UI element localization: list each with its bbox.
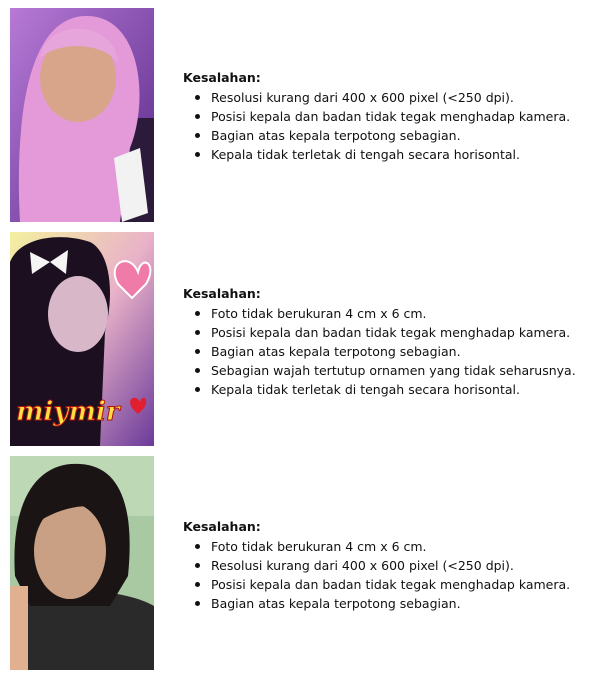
photo-2-image [10, 232, 154, 446]
list-item: Resolusi kurang dari 400 x 600 pixel (<250 dpi). [211, 88, 570, 107]
photo-3-image [10, 456, 154, 670]
list-item: Bagian atas kepala terpotong sebagian. [211, 126, 570, 145]
list-item: Bagian atas kepala terpotong sebagian. [211, 594, 570, 613]
list-item: Sebagian wajah tertutup ornamen yang tidak seharusnya. [211, 363, 576, 378]
entry-1 [183, 68, 570, 164]
photo-3 [10, 456, 154, 670]
photo-1-image [10, 8, 154, 222]
entry-2 [183, 284, 576, 399]
entry-3-heading: Kesalahan: [183, 519, 261, 534]
entry-1-list [183, 88, 570, 164]
list-item: Posisi kepala dan badan tidak tegak menghadap kamera. [211, 109, 571, 124]
entry-3 [183, 517, 570, 613]
photo-1 [10, 8, 154, 222]
list-item: Bagian atas kepala terpotong sebagian. [211, 342, 576, 361]
entry-2-list [183, 304, 576, 399]
list-item: Kepala tidak terletak di tengah secara horisontal. [211, 380, 576, 399]
list-item: Foto tidak berukuran 4 cm x 6 cm. [211, 537, 570, 556]
photo-2 [10, 232, 154, 446]
entry-2-heading: Kesalahan: [183, 286, 261, 301]
photo-2-overlay-text: miymir [16, 397, 120, 427]
list-item: Posisi kepala dan badan tidak tegak menghadap kamera. [211, 577, 571, 592]
list-item: Resolusi kurang dari 400 x 600 pixel (<250 dpi). [211, 556, 570, 575]
list-item: Foto tidak berukuran 4 cm x 6 cm. [211, 304, 576, 323]
list-item: Kepala tidak terletak di tengah secara horisontal. [211, 145, 570, 164]
list-item: Posisi kepala dan badan tidak tegak menghadap kamera. [211, 323, 576, 342]
entry-3-list [183, 537, 570, 613]
entry-1-heading: Kesalahan: [183, 70, 261, 85]
